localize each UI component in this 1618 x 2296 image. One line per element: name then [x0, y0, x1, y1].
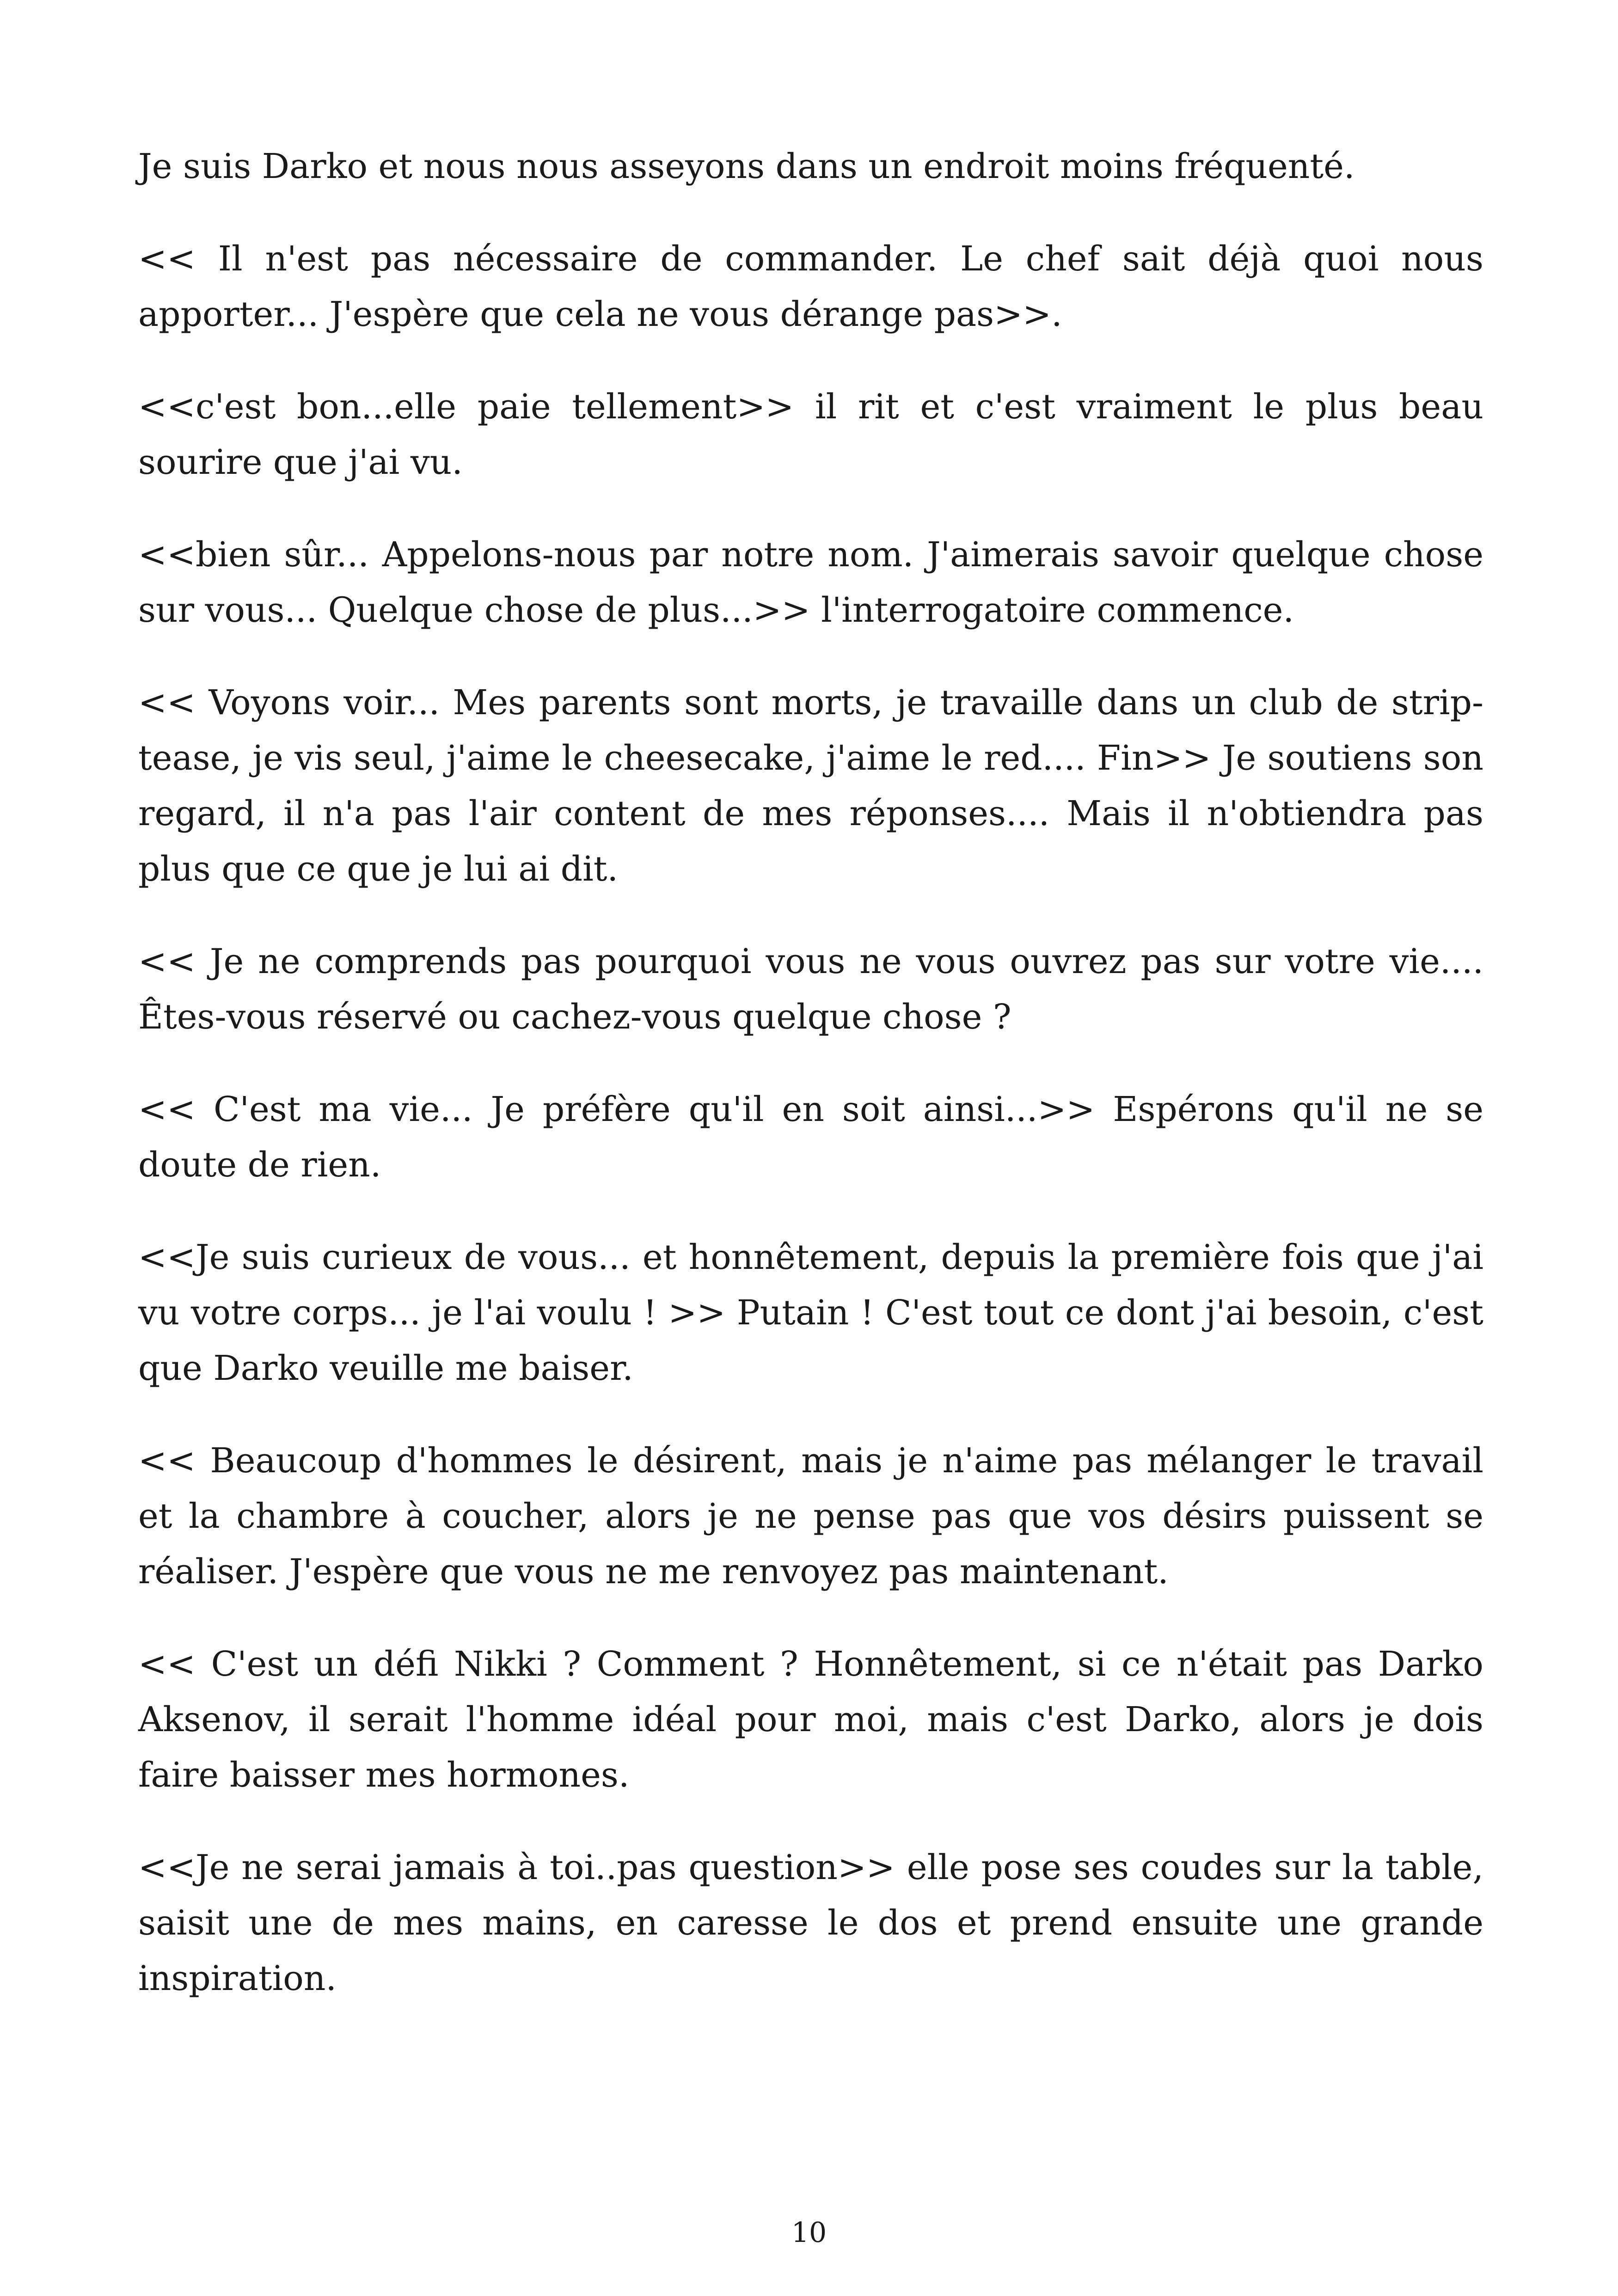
paragraph: << Il n'est pas nécessaire de commander. Le chef sait déjà quoi nous apporter... J'espère que cela ne vous dérange pas>>.: [138, 239, 1483, 334]
paragraph: <<c'est bon...elle paie tellement>> il rit et c'est vraiment le plus beau sourire que j'ai vu.: [138, 387, 1483, 482]
paragraph: << Voyons voir... Mes parents sont morts, je travaille dans un club de strip-tease, je vis seul, j'aime le cheesecake, j'aime le red.... Fin>> Je soutiens son regard, il n'a pas l'air content de mes réponses.... Mais il n'obtiendra pas plus que ce que je lui ai dit.: [138, 683, 1483, 889]
paragraph: << C'est un défi Nikki ? Comment ? Honnêtement, si ce n'était pas Darko Aksenov, il serait l'homme idéal pour moi, mais c'est Darko, alors je dois faire baisser mes hormones.: [138, 1644, 1483, 1795]
paragraph: <<Je suis curieux de vous... et honnêtement, depuis la première fois que j'ai vu votre corps... je l'ai voulu ! >> Putain ! C'est tout ce dont j'ai besoin, c'est que Darko veuille me baiser.: [138, 1237, 1483, 1388]
paragraph: <<bien sûr... Appelons-nous par notre nom. J'aimerais savoir quelque chose sur vous... Quelque chose de plus...>> l'interrogatoire commence.: [138, 535, 1483, 630]
paragraph: << Je ne comprends pas pourquoi vous ne vous ouvrez pas sur votre vie.... Êtes-vous réservé ou cachez-vous quelque chose ?: [138, 942, 1483, 1037]
paragraph: Je suis Darko et nous nous asseyons dans un endroit moins fréquenté.: [138, 147, 1355, 186]
page-number: 10: [791, 2216, 827, 2249]
paragraph: << Beaucoup d'hommes le désirent, mais je n'aime pas mélanger le travail et la chambre à coucher, alors je ne pense pas que vos désirs puissent se réaliser. J'espère que vous ne me renvoyez pas maintenant.: [138, 1441, 1483, 1592]
paragraph: <<Je ne serai jamais à toi..pas question>> elle pose ses coudes sur la table, saisit une de mes mains, en caresse le dos et prend ensuite une grande inspiration.: [138, 1848, 1483, 1998]
body-text: [138, 139, 1483, 2043]
paragraph: << C'est ma vie... Je préfère qu'il en soit ainsi...>> Espérons qu'il ne se doute de rien.: [138, 1090, 1483, 1185]
